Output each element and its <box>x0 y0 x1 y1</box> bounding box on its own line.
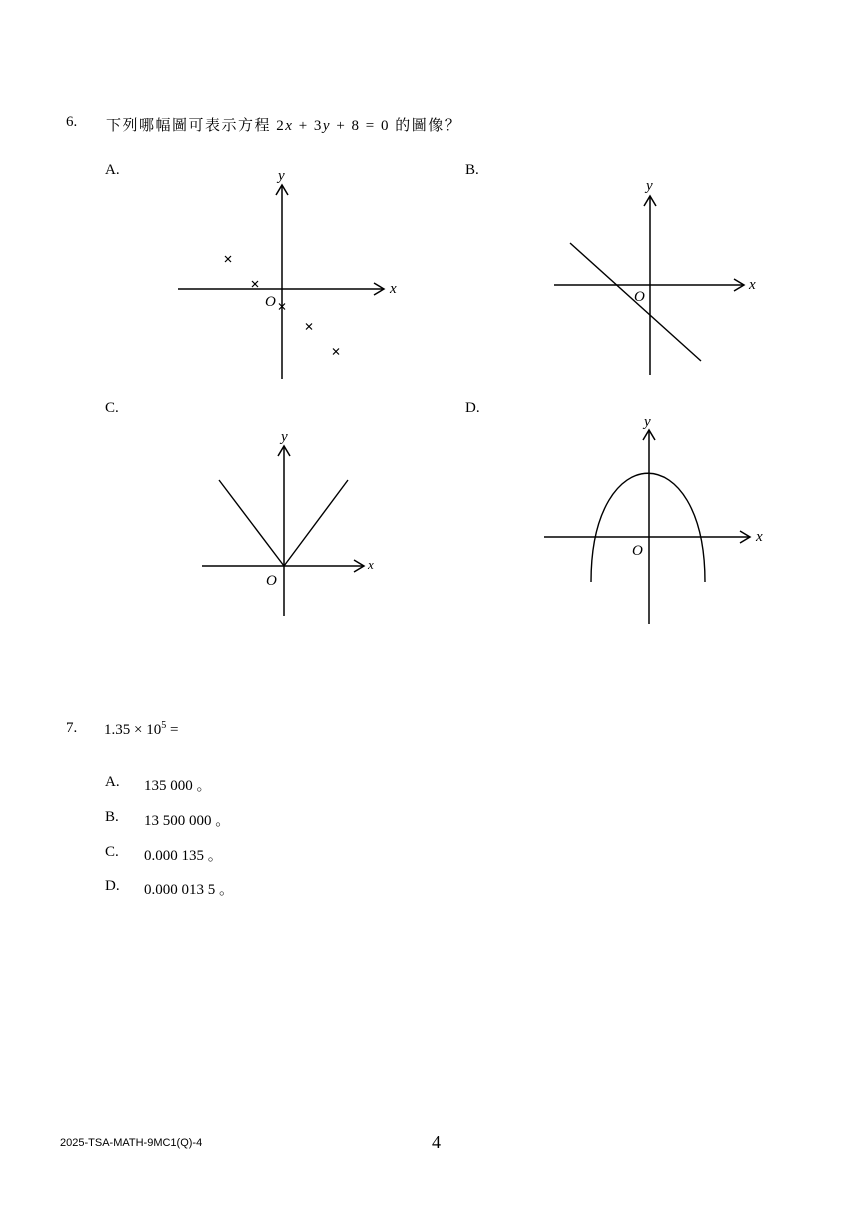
eq-y: y <box>322 118 332 134</box>
footer-exam-code: 2025-TSA-MATH-9MC1(Q)-4 <box>60 1137 203 1149</box>
eq-part3: + 8 = 0 <box>331 118 390 134</box>
q7-option-b-text[interactable]: 13 500 000 。 <box>144 813 231 829</box>
q6-option-a-letter[interactable]: A. <box>105 162 120 178</box>
graph-a-point-5 <box>333 349 339 355</box>
graph-c-origin-label: O <box>266 573 277 589</box>
question-6-text <box>106 114 461 135</box>
graph-d-origin-label: O <box>632 543 643 559</box>
graph-a-point-1 <box>225 256 231 262</box>
page-number: 4 <box>432 1132 441 1152</box>
graph-d[interactable] <box>538 412 778 632</box>
q6-option-c-letter[interactable]: C. <box>105 400 119 416</box>
question-6-number: 6. <box>66 114 78 130</box>
q7-option-d-text[interactable]: 0.000 013 5 。 <box>144 882 235 898</box>
q6-option-b-letter[interactable]: B. <box>465 162 479 178</box>
q7-option-b-letter[interactable]: B. <box>105 809 119 825</box>
graph-c-x-label: x <box>368 557 374 572</box>
question-6-suffix: 的圖像？ <box>390 118 462 134</box>
eq-part1: 2 <box>276 118 286 134</box>
q7-exponent: 5 <box>161 720 167 731</box>
graph-d-parabola <box>591 473 705 582</box>
graph-c-y-label: y <box>281 429 288 445</box>
graph-a-point-2 <box>252 281 258 287</box>
q7-option-c-text[interactable]: 0.000 135 。 <box>144 848 223 864</box>
graph-a-y-label: y <box>278 168 285 184</box>
question-6-prefix: 下列哪幅圖可表示方程 <box>106 118 277 134</box>
q7-option-a-text[interactable]: 135 000 。 <box>144 778 212 794</box>
graph-d-y-label: y <box>644 414 651 430</box>
graph-b-x-label: x <box>749 277 756 293</box>
q7-base: 1.35 × 10 <box>104 722 162 738</box>
q7-option-d-letter[interactable]: D. <box>105 878 120 894</box>
graph-d-x-label: x <box>756 529 763 545</box>
eq-x: x <box>285 118 294 134</box>
graph-b[interactable] <box>548 178 788 388</box>
graph-a-point-4 <box>306 324 312 330</box>
q7-option-c-letter[interactable]: C. <box>105 844 119 860</box>
q7-option-a-letter[interactable]: A. <box>105 774 120 790</box>
question-7-number: 7. <box>66 720 78 736</box>
graph-a[interactable] <box>170 165 410 385</box>
eq-part2: + 3 <box>293 118 323 134</box>
graph-a-x-label: x <box>390 281 397 297</box>
graph-c[interactable] <box>196 428 396 623</box>
graph-b-y-label: y <box>646 178 653 194</box>
q6-option-d-letter[interactable]: D. <box>465 400 480 416</box>
question-7-text <box>104 720 178 739</box>
graph-a-origin-label: O <box>265 294 276 310</box>
q7-equals: = <box>166 722 179 738</box>
graph-b-origin-label: O <box>634 289 645 305</box>
